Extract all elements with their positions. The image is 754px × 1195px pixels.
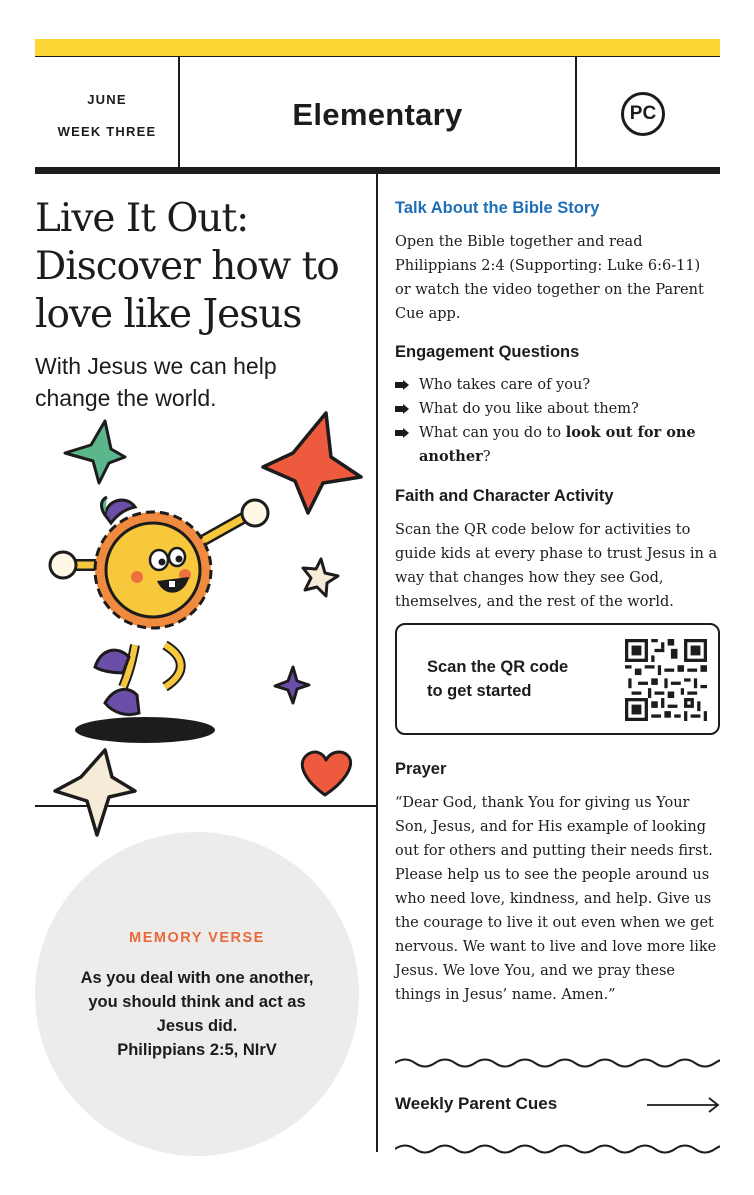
parent-cue-logo: PC — [621, 92, 665, 136]
memory-verse-body: As you deal with one another, you should think and act as Jesus did. — [80, 969, 314, 1035]
glove-icon — [242, 500, 268, 526]
subtitle: With Jesus we can help change the world. — [35, 353, 277, 411]
arrow-right-icon[interactable] — [647, 1096, 720, 1114]
glove-icon — [50, 552, 76, 578]
memory-verse-label: MEMORY VERSE — [129, 930, 265, 946]
prayer-heading: Prayer — [395, 760, 447, 778]
wave-divider — [395, 1056, 720, 1070]
heart-icon — [302, 752, 350, 795]
engagement-heading: Engagement Questions — [395, 343, 580, 361]
question-emphasis: look out for one another — [419, 424, 696, 465]
bible-story-heading: Talk About the Bible Story — [395, 199, 600, 217]
top-accent-bar — [35, 39, 720, 56]
orange-star-icon — [263, 413, 361, 513]
question-text: What can you do to — [419, 425, 566, 441]
memory-verse-reference: Philippians 2:5, NIrV — [117, 1041, 277, 1059]
weekly-parent-cues-link[interactable]: Weekly Parent Cues — [395, 1094, 558, 1113]
bible-story-body: Open the Bible together and read Philippians 2:4 (Supporting: Luke 6:6-11) or watch the video together on the Parent Cue app. — [395, 234, 704, 322]
column-divider — [376, 174, 378, 1152]
arrow-bullet-icon — [395, 404, 409, 414]
activity-body: Scan the QR code below for activities to guide kids at every phase to trust Jesus in a way that changes how they see God, themselves, and the rest of the world. — [395, 522, 718, 610]
qr-line-2: to get started — [427, 682, 532, 700]
question-text: Who takes care of you? — [419, 377, 591, 393]
qr-line-1: Scan the QR code — [427, 658, 569, 676]
main-heading: Live It Out: Discover how to love like Jesus — [35, 196, 339, 337]
header-rule — [35, 167, 720, 174]
memory-verse-text — [75, 966, 319, 1062]
page-title: Elementary — [292, 97, 463, 132]
shoe-icon — [95, 650, 129, 673]
purple-star-icon — [275, 667, 309, 703]
question-text: What do you like about them? — [419, 401, 639, 417]
small-cream-star-icon — [303, 559, 338, 596]
qr-callout[interactable] — [395, 623, 720, 735]
qr-code-icon[interactable] — [625, 639, 707, 721]
arrow-bullet-icon — [395, 380, 409, 390]
week-label: WEEK THREE — [57, 124, 157, 139]
large-cream-star-icon — [55, 750, 135, 835]
month-label: JUNE — [87, 92, 127, 107]
character-shadow — [75, 717, 215, 743]
list-item — [395, 421, 720, 469]
qr-callout-text — [427, 655, 607, 703]
page-header — [35, 56, 720, 167]
activity-heading: Faith and Character Activity — [395, 487, 614, 505]
list-item — [395, 397, 720, 421]
shoe-icon — [105, 689, 139, 714]
prayer-body: “Dear God, thank You for giving us Your Son, Jesus, and for His example of looking out for others and putting their needs first. Please help us to see the people around us who need love, kindness, and help. Give us the courage to live it out even when we get nervous. We want to live and love more like Jesus. We love You, and we pray these things in Jesus’ name. Amen.” — [395, 795, 717, 1003]
header-divider — [575, 57, 577, 168]
sun-character-illustration — [35, 405, 376, 840]
wave-divider — [395, 1142, 720, 1156]
list-item — [395, 373, 720, 397]
question-suffix: ? — [482, 449, 491, 465]
date-block — [35, 57, 179, 168]
arrow-bullet-icon — [395, 428, 409, 438]
green-star-icon — [65, 421, 125, 483]
engagement-question-list — [395, 373, 720, 469]
